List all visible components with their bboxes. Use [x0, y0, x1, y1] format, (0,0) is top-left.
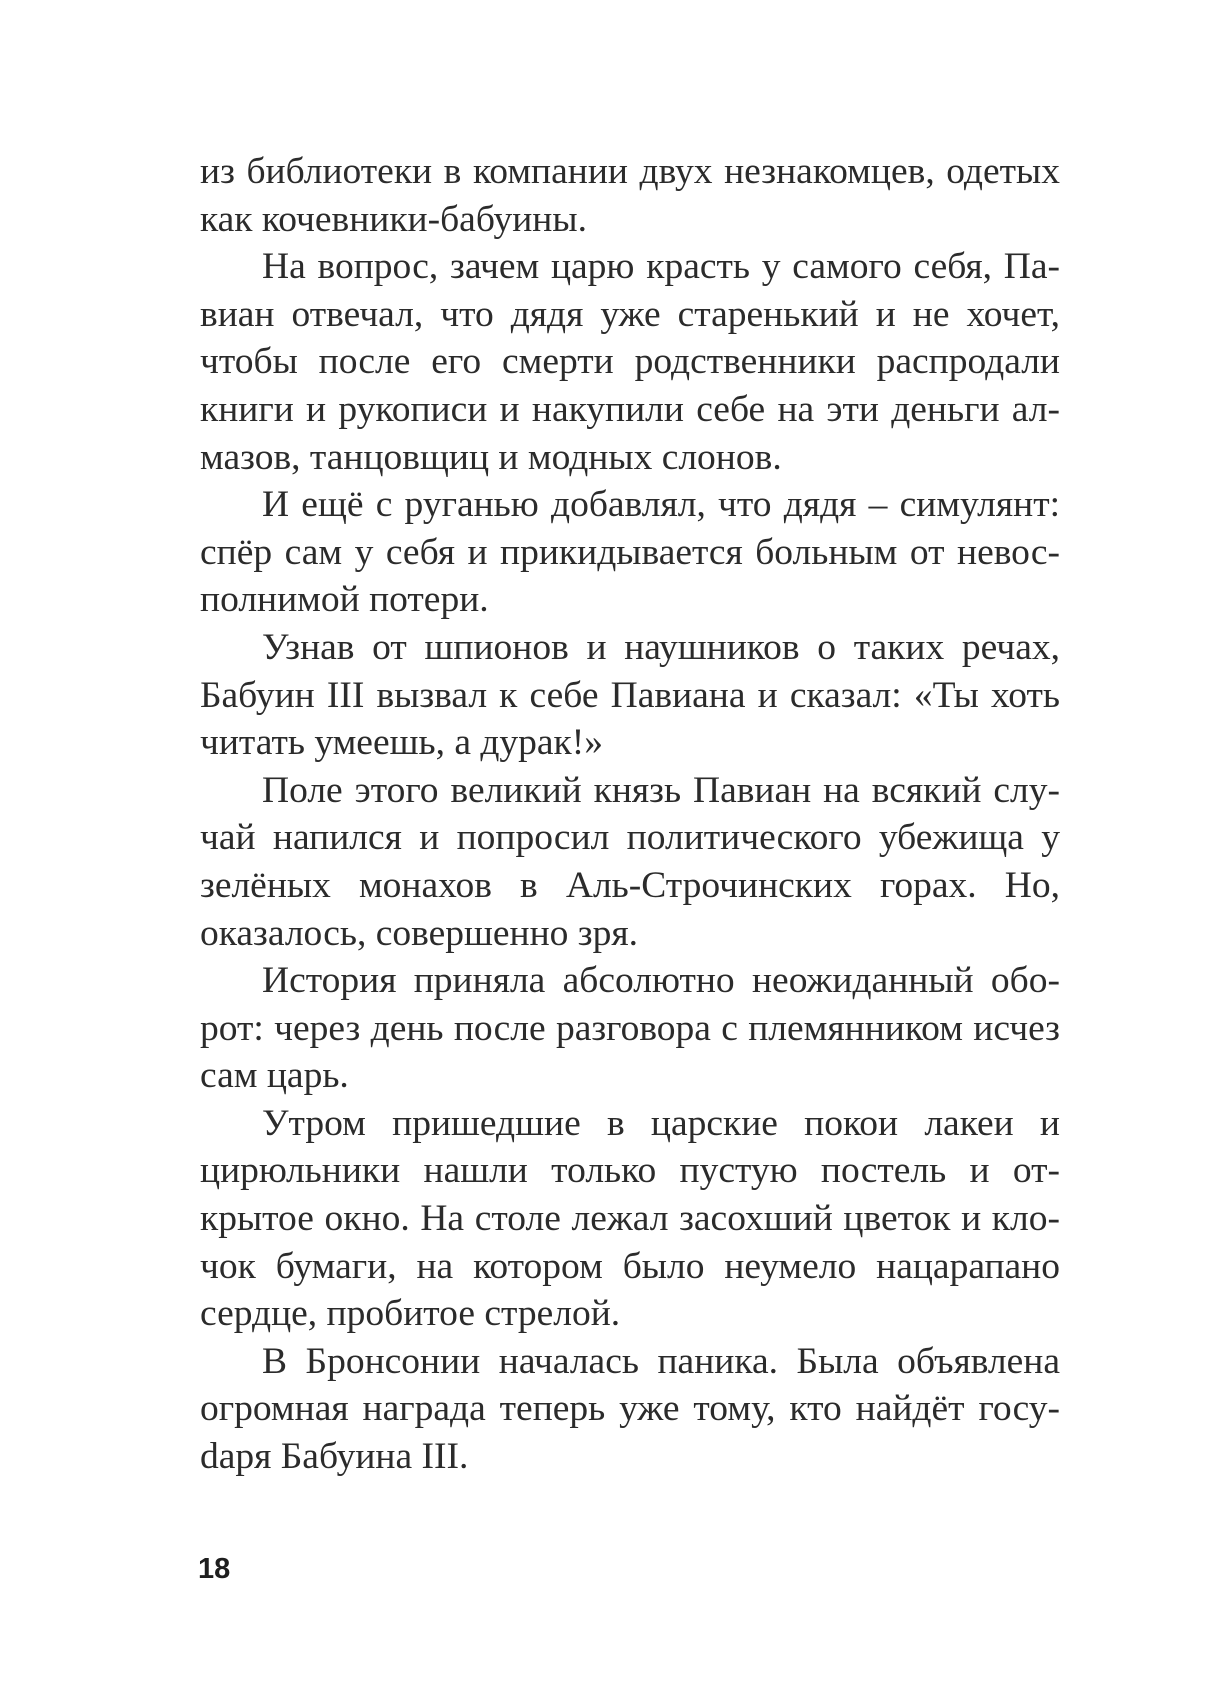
paragraph-1: из библиотеки в компании двух незнакомцев, одетых как кочевники-бабуины. — [200, 151, 1060, 240]
paragraph-7: Утром пришедшие в царские покои лакеи и цирюльники нашли только пустую постель и открытое окно. На столе лежал засохший цветок и клочок бумаги, на котором было неумело нацарапано сердце, пробитое стрелой. — [200, 1102, 1060, 1335]
page-number: 18 — [198, 1553, 231, 1585]
paragraph-5: Поле этого великий князь Павиан на всякий случай напился и попросил политического убежища у зелёных монахов в Аль-Строчинских горах. Но, оказалось, совершенно зря. — [200, 769, 1060, 954]
paragraph-2: На вопрос, зачем царю красть у самого себя, Павиан отвечал, что дядя уже старенький и не хочет, чтобы после его смерти родственники распродали книги и рукописи и накупили себе на эти деньги алмазов, танцовщиц и модных слонов. — [200, 246, 1060, 478]
body-text — [200, 148, 1060, 1481]
paragraph-4: Узнав от шпионов и наушников о таких речах, Бабуин III вызвал к себе Павиана и сказал: «Ты хоть читать умеешь, а дурак!» — [200, 626, 1060, 764]
paragraph-8: В Бронсонии началась паника. Была объявлена огромная награда теперь уже тому, кто найдёт госуdаря Бабуина III. — [200, 1340, 1060, 1478]
paragraph-3: И ещё с руганью добавлял, что дядя – симулянт: спёр сам у себя и прикидывается больным от невосполнимой потери. — [200, 484, 1060, 621]
paragraph-6: История приняла абсолютно неожиданный оборот: через день после разговора с племянником исчез сам царь. — [200, 960, 1060, 1097]
